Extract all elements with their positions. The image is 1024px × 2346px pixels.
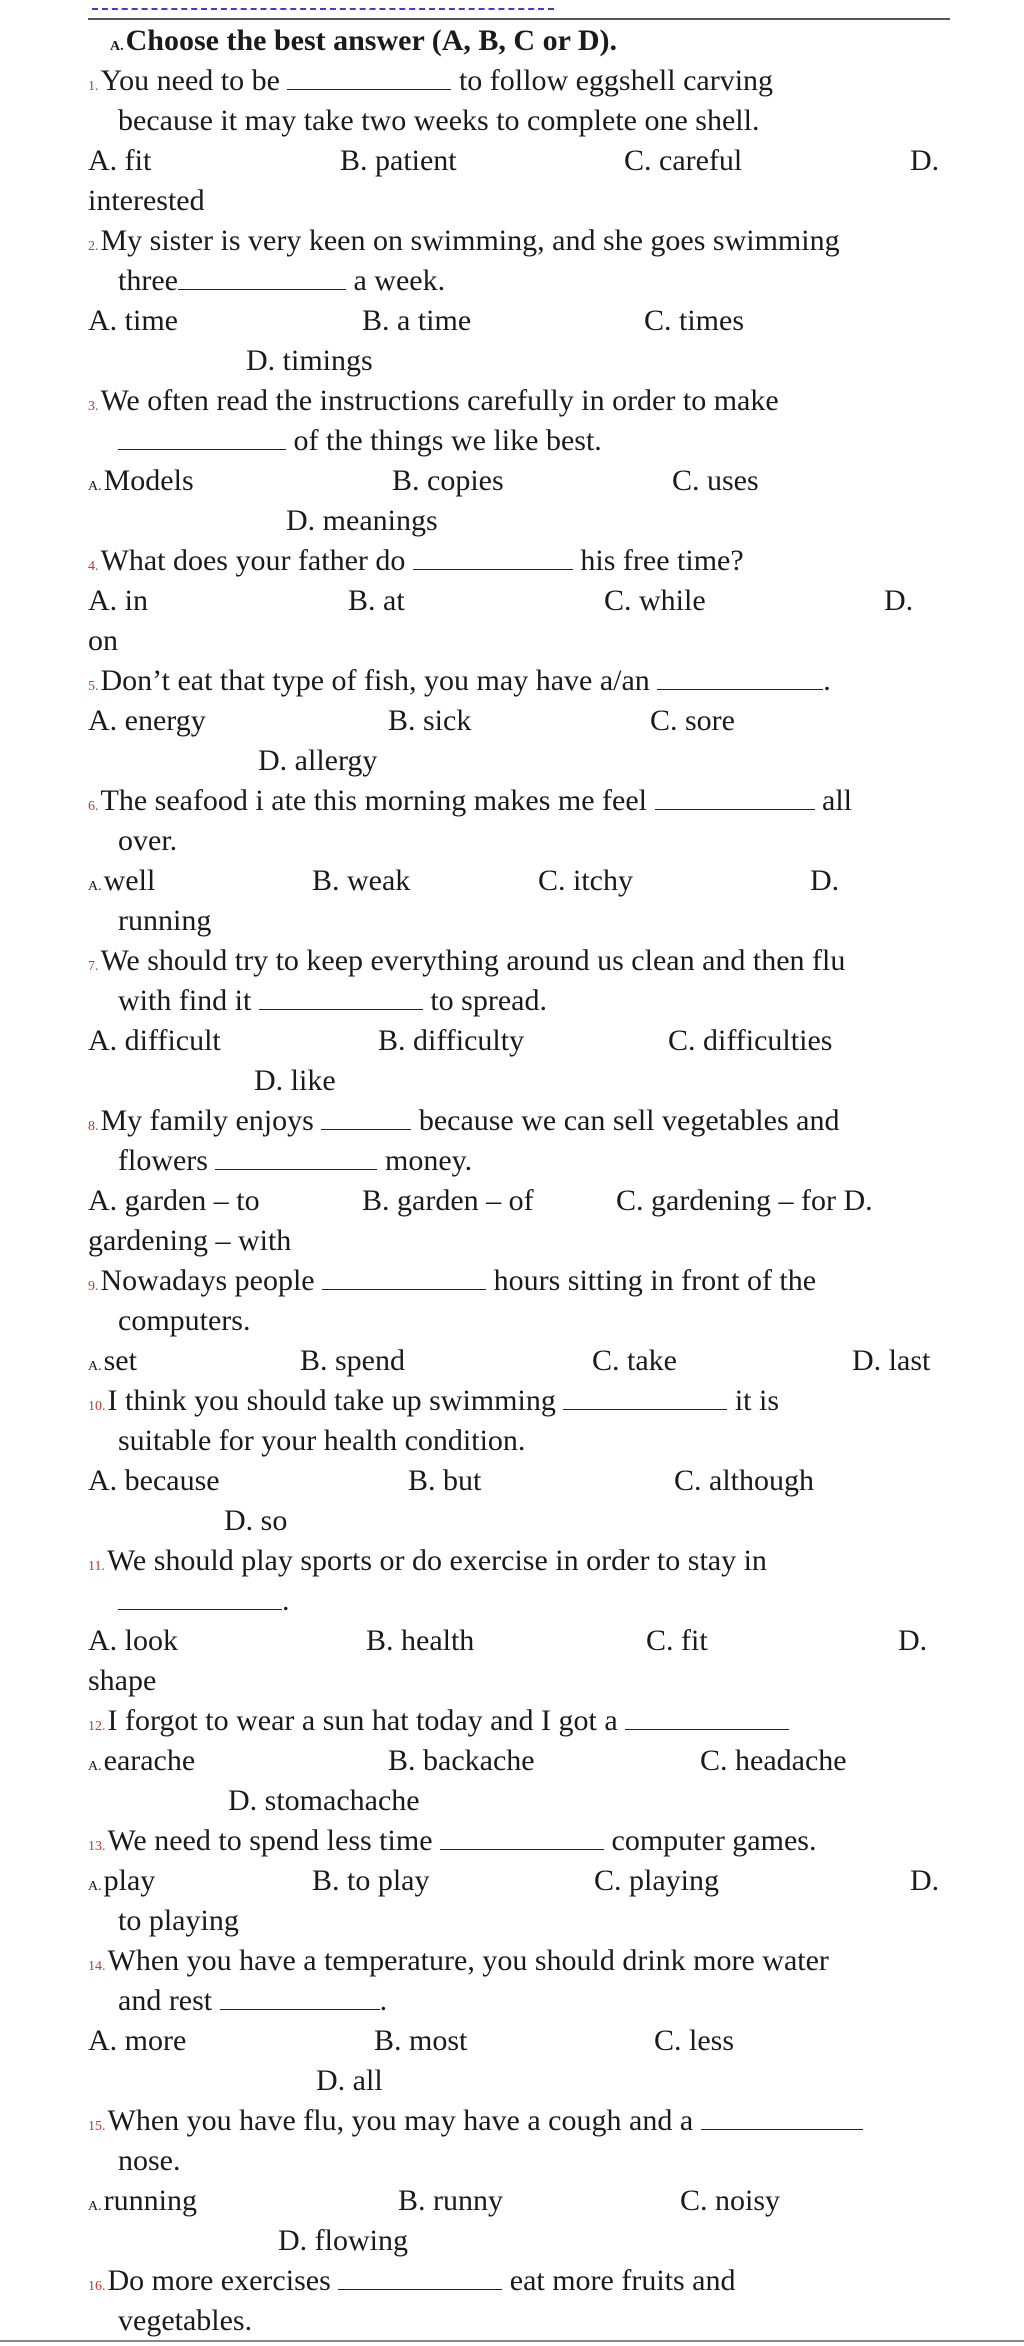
question-10-line-2: suitable for your health condition.: [118, 1424, 526, 1457]
option-a[interactable]: A.play: [88, 1864, 156, 1897]
option-b[interactable]: B. runny: [398, 2184, 503, 2217]
option-b[interactable]: B. a time: [362, 304, 472, 337]
option-b[interactable]: B. most: [374, 2024, 468, 2057]
option-b[interactable]: B. patient: [340, 144, 457, 177]
option-d[interactable]: D.: [884, 584, 914, 617]
question-9-line-2: computers.: [118, 1304, 251, 1337]
option-c[interactable]: C. take: [592, 1344, 677, 1377]
question-15: 15.When you have flu, you may have a cough and a: [88, 2101, 863, 2147]
top-dashed-rule: [92, 8, 554, 10]
option-d-text: running: [118, 904, 212, 937]
option-a[interactable]: A. in: [88, 584, 148, 617]
bottom-rule: [0, 2340, 1024, 2342]
option-c[interactable]: C. itchy: [538, 864, 633, 897]
option-c[interactable]: C. while: [604, 584, 706, 617]
option-b[interactable]: B. garden – of: [362, 1184, 534, 1217]
option-d[interactable]: D. so: [224, 1504, 288, 1537]
question-6-line-2: over.: [118, 824, 178, 857]
question-7-line-2: with find it to spread.: [118, 981, 547, 1021]
option-b[interactable]: B. but: [408, 1464, 482, 1497]
option-b[interactable]: B. to play: [312, 1864, 430, 1897]
option-a[interactable]: A.well: [88, 864, 156, 897]
option-c[interactable]: C. gardening – for D.: [616, 1184, 873, 1217]
question-14-line-2: and rest .: [118, 1981, 387, 2021]
question-8-line-2: flowers money.: [118, 1141, 472, 1181]
option-a[interactable]: A. because: [88, 1464, 220, 1497]
question-3-line-2: of the things we like best.: [118, 421, 602, 461]
option-a[interactable]: A.Models: [88, 464, 194, 497]
option-d[interactable]: D.: [810, 864, 840, 897]
option-d[interactable]: D. last: [852, 1344, 931, 1377]
question-1-line-2: because it may take two weeks to complete one shell.: [118, 104, 760, 137]
option-b[interactable]: B. at: [348, 584, 405, 617]
option-d-text: to playing: [118, 1904, 239, 1937]
question-16: 16.Do more exercises eat more fruits and: [88, 2261, 736, 2307]
option-d[interactable]: D. like: [254, 1064, 336, 1097]
option-a[interactable]: A. time: [88, 304, 178, 337]
question-2-line-2: three a week.: [118, 261, 445, 301]
question-4: 4.What does your father do his free time?: [88, 541, 744, 587]
question-15-line-2: nose.: [118, 2144, 181, 2177]
option-c[interactable]: C. less: [654, 2024, 735, 2057]
option-a[interactable]: A. garden – to: [88, 1184, 260, 1217]
option-a[interactable]: A.earache: [88, 1744, 196, 1777]
question-6: 6.The seafood i ate this morning makes me feel all: [88, 781, 852, 827]
option-b[interactable]: B. sick: [388, 704, 472, 737]
question-8: 8.My family enjoys because we can sell vegetables and: [88, 1101, 839, 1147]
option-d-text: shape: [88, 1664, 157, 1697]
option-c[interactable]: C. noisy: [680, 2184, 781, 2217]
section-title: A.Choose the best answer (A, B, C or D).: [110, 24, 617, 57]
option-a[interactable]: A. difficult: [88, 1024, 221, 1057]
option-d-text: interested: [88, 184, 205, 217]
option-b[interactable]: B. difficulty: [378, 1024, 525, 1057]
question-11: 11.We should play sports or do exercise in order to stay in: [88, 1544, 767, 1577]
option-d[interactable]: D. timings: [246, 344, 373, 377]
option-b[interactable]: B. copies: [392, 464, 504, 497]
question-3: 3.We often read the instructions carefully in order to make: [88, 384, 779, 417]
option-b[interactable]: B. spend: [300, 1344, 405, 1377]
option-a[interactable]: A.running: [88, 2184, 197, 2217]
question-12: 12.I forgot to wear a sun hat today and I got a: [88, 1701, 789, 1747]
question-10: 10.I think you should take up swimming it is: [88, 1381, 779, 1427]
question-7: 7.We should try to keep everything around us clean and then flu: [88, 944, 846, 977]
option-d[interactable]: D.: [910, 144, 940, 177]
option-d[interactable]: D. stomachache: [228, 1784, 420, 1817]
option-b[interactable]: B. health: [366, 1624, 475, 1657]
option-a[interactable]: A. fit: [88, 144, 152, 177]
option-c[interactable]: C. uses: [672, 464, 759, 497]
top-rule: [88, 18, 950, 20]
option-c[interactable]: C. sore: [650, 704, 735, 737]
question-5: 5.Don’t eat that type of fish, you may have a/an .: [88, 661, 831, 707]
option-a[interactable]: A. energy: [88, 704, 206, 737]
option-c[interactable]: C. difficulties: [668, 1024, 833, 1057]
option-d[interactable]: D. meanings: [286, 504, 438, 537]
option-a[interactable]: A.set: [88, 1344, 137, 1377]
question-16-line-2: vegetables.: [118, 2304, 253, 2337]
option-d[interactable]: D. allergy: [258, 744, 378, 777]
option-c[interactable]: C. playing: [594, 1864, 719, 1897]
option-d-text[interactable]: gardening – with: [88, 1224, 292, 1257]
question-14: 14.When you have a temperature, you should drink more water: [88, 1944, 829, 1977]
option-d[interactable]: D.: [910, 1864, 940, 1897]
option-c[interactable]: C. although: [674, 1464, 814, 1497]
question-13: 13.We need to spend less time computer games.: [88, 1821, 816, 1867]
question-9: 9.Nowadays people hours sitting in front of the: [88, 1261, 816, 1307]
question-11-line-2: .: [118, 1581, 290, 1621]
option-d-text: on: [88, 624, 118, 657]
option-d[interactable]: D.: [898, 1624, 928, 1657]
option-d[interactable]: D. all: [316, 2064, 383, 2097]
option-b[interactable]: B. backache: [388, 1744, 535, 1777]
question-2: 2.My sister is very keen on swimming, and she goes swimming: [88, 224, 840, 257]
option-c[interactable]: C. times: [644, 304, 745, 337]
option-c[interactable]: C. fit: [646, 1624, 708, 1657]
option-d[interactable]: D. flowing: [278, 2224, 408, 2257]
option-c[interactable]: C. headache: [700, 1744, 847, 1777]
option-c[interactable]: C. careful: [624, 144, 743, 177]
question-1: 1.You need to be to follow eggshell carving: [88, 61, 773, 107]
option-a[interactable]: A. more: [88, 2024, 187, 2057]
option-b[interactable]: B. weak: [312, 864, 411, 897]
option-a[interactable]: A. look: [88, 1624, 178, 1657]
